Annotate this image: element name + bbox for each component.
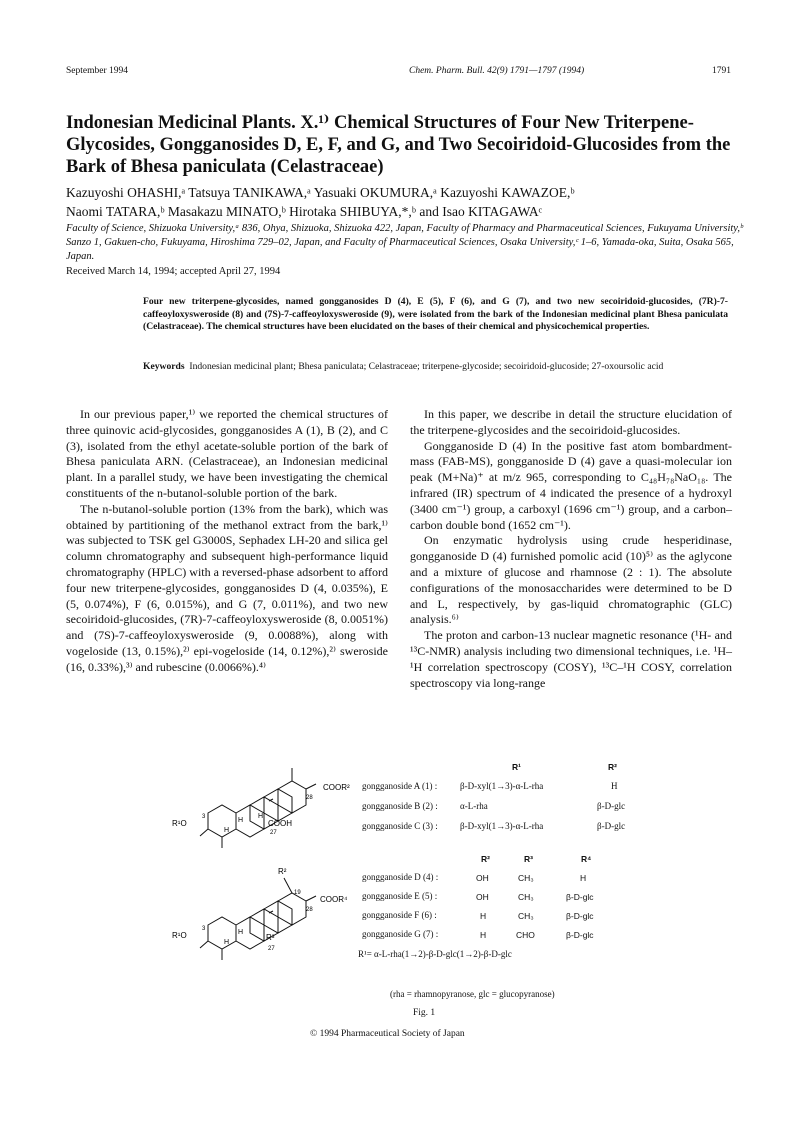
keywords-text: Indonesian medicinal plant; Bhesa paniculata; Celastraceae; triterpene-glycoside; secoiridoid-glucoside; 27-oxoursolic acid xyxy=(189,361,664,372)
table1-row-compound: gongganoside C (3) : xyxy=(362,821,438,831)
table2-row-r3: CH₃ xyxy=(518,911,534,921)
author-line-1: Kazuyoshi OHASHI,ᵃ Tatsuya TANIKAWA,ᵃ Yasuaki OKUMURA,ᵃ Kazuyoshi KAWAZOE,ᵇ xyxy=(66,185,575,200)
table2-row-compound: gongganoside E (5) : xyxy=(362,891,438,901)
table2-row-r2: H xyxy=(480,930,487,940)
table2-row-compound: gongganoside D (4) : xyxy=(362,872,439,882)
table2-row-r4: β-D-glc xyxy=(566,930,594,940)
paragraph: The proton and carbon-13 nuclear magnetic resonance (¹H- and ¹³C-NMR) analysis including two dimensional techniques, i.e. ¹H–¹H correlation spectroscopy (COSY), ¹³C–¹H COSY, correlation spectroscopy via long-range xyxy=(410,628,732,690)
affiliations: Faculty of Science, Shizuoka University,ᵃ 836, Ohya, Shizuoka, Shizuoka 422, Japan, Faculty of Pharmacy and Pharmaceutical Sciences, Fukuyama University,ᵇ Sanzo 1, Gakuen-cho, Fukuyama, Hiroshima 729–02, Japan, and Faculty of Pharmaceutical Sciences, Osaka University,ᶜ 1–6, Yamada-oka, Suita, Osaka 565, Japan. xyxy=(66,223,743,262)
label-h: H xyxy=(238,817,244,824)
table2-row-compound: gongganoside G (7) : xyxy=(362,929,439,939)
table1-row-r1: β-D-xyl(1→3)-α-L-rha xyxy=(460,821,544,831)
table2-header-r2: R² xyxy=(481,854,490,864)
table1-row-r1: α-L-rha xyxy=(460,801,488,811)
table1-row-r1: β-D-xyl(1→3)-α-L-rha xyxy=(460,781,544,791)
label-coor2: COOR² xyxy=(323,783,350,792)
label-c19: 19 xyxy=(294,890,301,896)
label-c28: 28 xyxy=(306,907,313,913)
label-r1o: R¹O xyxy=(172,819,187,828)
table1-row-r2: β-D-glc xyxy=(597,821,626,831)
label-r1o: R¹O xyxy=(172,931,187,940)
table1-header-r2: R² xyxy=(608,762,617,772)
table2-row-r3: CH₃ xyxy=(518,873,534,883)
structure-2-diagram xyxy=(170,860,355,965)
table1-row-r2: H xyxy=(611,781,618,791)
abstract: Four new triterpene-glycosides, named gongganosides D (4), E (5), F (6), and G (7), and two new secoiridoid-glucosides, (7R)-7-caffeoyloxysweroside (8) and (7S)-7-caffeoyloxysweroside (9), were isolated from the bark of the Indonesian medicinal plant Bhesa paniculata (Celastraceae). The chemical structures have been elucidated on the bases of their chemical and physicochemical properties. xyxy=(143,296,728,333)
author-line-2: Naomi TATARA,ᵇ Masakazu MINATO,ᵇ Hirotaka SHIBUYA,*,ᵇ and Isao KITAGAWAᶜ xyxy=(66,204,543,219)
label-c27: 27 xyxy=(268,946,275,952)
table2-row-r4: H xyxy=(580,873,587,883)
paragraph: On enzymatic hydrolysis using crude hesperidinase, gongganoside D (4) furnished pomolic acid (10)⁵⁾ as the aglycone and a mixture of glucose and rhamnose (2 : 1). The absolute configurations of the monosaccharides were determined to be D and L, respectively, by gas-liquid chromatographic (GLC) analysis.⁶⁾ xyxy=(410,533,732,627)
table2-header-r4: R⁴ xyxy=(581,854,592,864)
label-h: H xyxy=(224,939,230,946)
table2-row-r4: β-D-glc xyxy=(566,892,594,902)
header-page-number: 1791 xyxy=(712,66,731,76)
received-dates: Received March 14, 1994; accepted April 27, 1994 xyxy=(66,266,281,277)
label-h: H xyxy=(258,813,264,820)
table1-row-r2: β-D-glc xyxy=(597,801,626,811)
label-h: H xyxy=(238,929,244,936)
structure-1-diagram xyxy=(170,758,355,853)
copyright-footer: © 1994 Pharmaceutical Society of Japan xyxy=(310,1029,465,1039)
table2-row-r2: OH xyxy=(476,892,489,902)
table2-row-r3: CH₃ xyxy=(518,892,534,902)
body-right-column xyxy=(410,407,732,691)
body-left-column xyxy=(66,407,388,676)
label-r2: R² xyxy=(278,867,287,876)
table2-row-compound: gongganoside F (6) : xyxy=(362,910,437,920)
table1-header-r1: R¹ xyxy=(512,762,521,772)
figure-caption: Fig. 1 xyxy=(413,1008,436,1018)
label-cooh: COOH xyxy=(268,819,292,828)
table2-row-r3: CHO xyxy=(516,930,535,940)
table1-row-compound: gongganoside B (2) : xyxy=(362,801,438,811)
r1-definition: R¹= α-L-rha(1→2)-β-D-glc(1→2)-β-D-glc xyxy=(358,949,512,959)
header-journal: Chem. Pharm. Bull. 42(9) 1791—1797 (1994) xyxy=(409,66,585,76)
author-list xyxy=(66,183,746,221)
table2-row-r2: OH xyxy=(476,873,489,883)
paragraph: Gongganoside D (4) In the positive fast atom bombardment-mass (FAB-MS), gongganoside D (4) gave a quasi-molecular ion peak (M+Na)⁺ at m/z 965, corresponding to C₄₈H₇₈NaO₁₈. The infrared (IR) spectrum of 4 indicated the presence of a hydroxyl (3400 cm⁻¹) group, a carboxyl (1696 cm⁻¹) group, and a carbon–carbon double bond (1652 cm⁻¹). xyxy=(410,438,732,532)
keywords xyxy=(143,361,728,374)
table2-row-r4: β-D-glc xyxy=(566,911,594,921)
label-h: H xyxy=(224,827,230,834)
header-date: September 1994 xyxy=(66,66,129,76)
table2-row-r2: H xyxy=(480,911,487,921)
table1-row-compound: gongganoside A (1) : xyxy=(362,781,438,791)
paragraph: The n-butanol-soluble portion (13% from the bark), which was obtained by partitioning of the methanol extract from the bark,¹⁾ was subjected to TSK gel G3000S, Sephadex LH-20 and silica gel column chromatography and subsequent high-performance liquid chromatography (HPLC) with a reversed-phase adsorbent to afford four new triterpene-glycosides, gongganosides D (4, 0.035%), E (5, 0.074%), F (6, 0.015%), and G (7, 0.011%), and two new secoiridoid-glucosides, (7R)-7-caffeoyloxysweroside (8, 0.0051%) and (7S)-7-caffeoyloxysweroside (9, 0.0088%), along with vogeloside (13, 0.15%),²⁾ epi-vogeloside (14, 0.12%),²⁾ sweroside (16, 0.33%),³⁾ and rubescine (0.0066%).⁴⁾ xyxy=(66,501,389,674)
paragraph: In this paper, we describe in detail the structure elucidation of the triterpene-glycosides and the secoiridoid-glucosides. xyxy=(410,407,732,437)
abbreviation-note: (rha = rhamnopyranose, glc = glucopyranose) xyxy=(390,989,555,999)
table2-header-r3: R³ xyxy=(524,854,533,864)
label-c3: 3 xyxy=(202,926,206,932)
label-c28: 28 xyxy=(306,795,313,801)
paragraph: In our previous paper,¹⁾ we reported the chemical structures of three quinovic acid-glycosides, gongganosides A (1), B (2), and C (3), isolated from the ethyl acetate-soluble portion of the bark of Bhesa paniculata ARN. (Celastraceae), an Indonesian medicinal plant. In a parallel study, we have been investigating the chemical constituents of the n-butanol-soluble portion of the bark. xyxy=(66,407,388,500)
label-r3: R³ xyxy=(266,933,275,942)
keywords-label: Keywords xyxy=(143,361,185,372)
label-coor4: COOR⁴ xyxy=(320,895,348,904)
label-c3: 3 xyxy=(202,814,206,820)
label-c27: 27 xyxy=(270,830,277,836)
paper-title: Indonesian Medicinal Plants. X.¹⁾ Chemical Structures of Four New Triterpene-Glycosides, Gongganosides D, E, F, and G, and Two Secoiridoid-Glucosides from the Bark of Bhesa paniculata (Celastraceae) xyxy=(66,113,731,177)
